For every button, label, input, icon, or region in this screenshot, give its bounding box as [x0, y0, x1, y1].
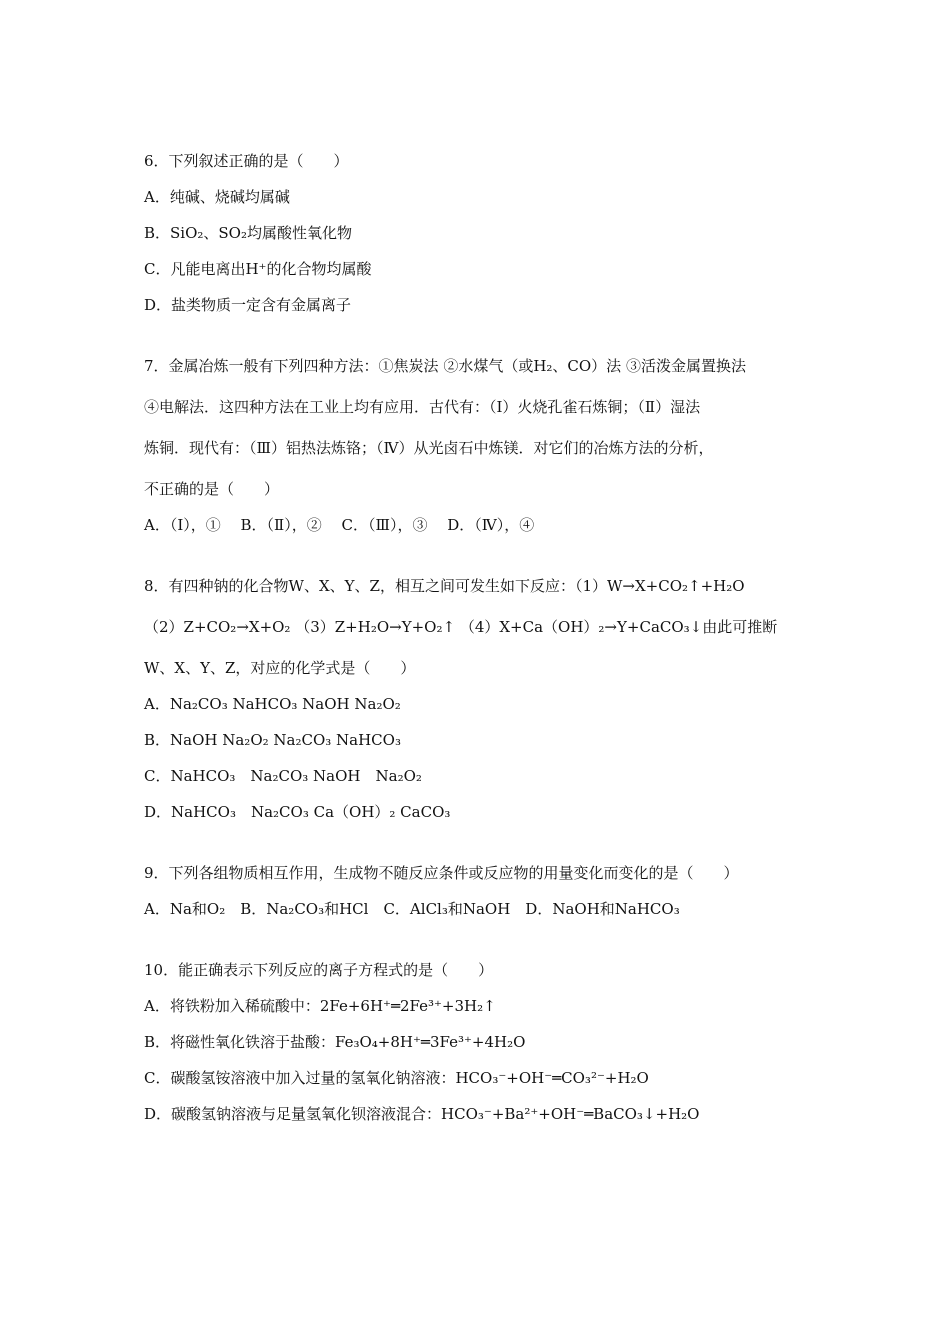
q6-option-d: D．盐类物质一定含有金属离子 — [144, 296, 352, 314]
q8-option-b: B．NaOH Na₂O₂ Na₂CO₃ NaHCO₃ — [144, 731, 401, 749]
q6-option-b: B．SiO₂、SO₂均属酸性氧化物 — [144, 224, 352, 242]
q8-stem-line3: W、X、Y、Z，对应的化学式是（ ） — [144, 659, 416, 677]
q9-options: A．Na和O₂ B．Na₂CO₃和HCl C．AlCl₃和NaOH D．NaOH和NaHCO₃ — [144, 900, 680, 918]
q7-stem-line3: 炼铜．现代有：（Ⅲ）铝热法炼铬；（Ⅳ）从光卤石中炼镁．对它们的冶炼方法的分析， — [144, 439, 714, 457]
q10-option-a: A．将铁粉加入稀硫酸中：2Fe+6H⁺═2Fe³⁺+3H₂↑ — [144, 997, 496, 1015]
q8-option-d: D．NaHCO₃ Na₂CO₃ Ca（OH）₂ CaCO₃ — [144, 803, 451, 821]
q8-option-c: C．NaHCO₃ Na₂CO₃ NaOH Na₂O₂ — [144, 767, 422, 785]
q6-option-c: C．凡能电离出H⁺的化合物均属酸 — [144, 260, 372, 278]
q7-stem-line1: 7．金属冶炼一般有下列四种方法：①焦炭法 ②水煤气（或H₂、CO）法 ③活泼金属置换法 — [144, 357, 746, 375]
q10-option-c: C．碳酸氢铵溶液中加入过量的氢氧化钠溶液：HCO₃⁻+OH⁻═CO₃²⁻+H₂O — [144, 1069, 649, 1087]
q9-stem: 9．下列各组物质相互作用，生成物不随反应条件或反应物的用量变化而变化的是（ ） — [144, 864, 739, 882]
q10-stem: 10．能正确表示下列反应的离子方程式的是（ ） — [144, 961, 494, 979]
q7-stem-line2: ④电解法．这四种方法在工业上均有应用．古代有：（Ⅰ）火烧孔雀石炼铜；（Ⅱ）湿法 — [144, 398, 701, 416]
q8-stem-line2: （2）Z+CO₂→X+O₂ （3）Z+H₂O→Y+O₂↑ （4）X+Ca（OH）₂→Y+CaCO₃↓由此可推断 — [144, 618, 778, 636]
q7-options: A．（Ⅰ），① B．（Ⅱ），② C．（Ⅲ），③ D．（Ⅳ），④ — [144, 516, 535, 534]
q8-option-a: A．Na₂CO₃ NaHCO₃ NaOH Na₂O₂ — [144, 695, 401, 713]
q10-option-b: B．将磁性氧化铁溶于盐酸：Fe₃O₄+8H⁺═3Fe³⁺+4H₂O — [144, 1033, 526, 1051]
q6-option-a: A．纯碱、烧碱均属碱 — [144, 188, 290, 206]
q6-stem: 6．下列叙述正确的是（ ） — [144, 152, 349, 170]
q8-stem-line1: 8．有四种钠的化合物W、X、Y、Z，相互之间可发生如下反应：（1）W→X+CO₂↑+H₂O — [144, 577, 745, 595]
q10-option-d: D．碳酸氢钠溶液与足量氢氧化钡溶液混合：HCO₃⁻+Ba²⁺+OH⁻═BaCO₃↓+H₂O — [144, 1105, 700, 1123]
q7-stem-line4: 不正确的是（ ） — [144, 480, 280, 498]
